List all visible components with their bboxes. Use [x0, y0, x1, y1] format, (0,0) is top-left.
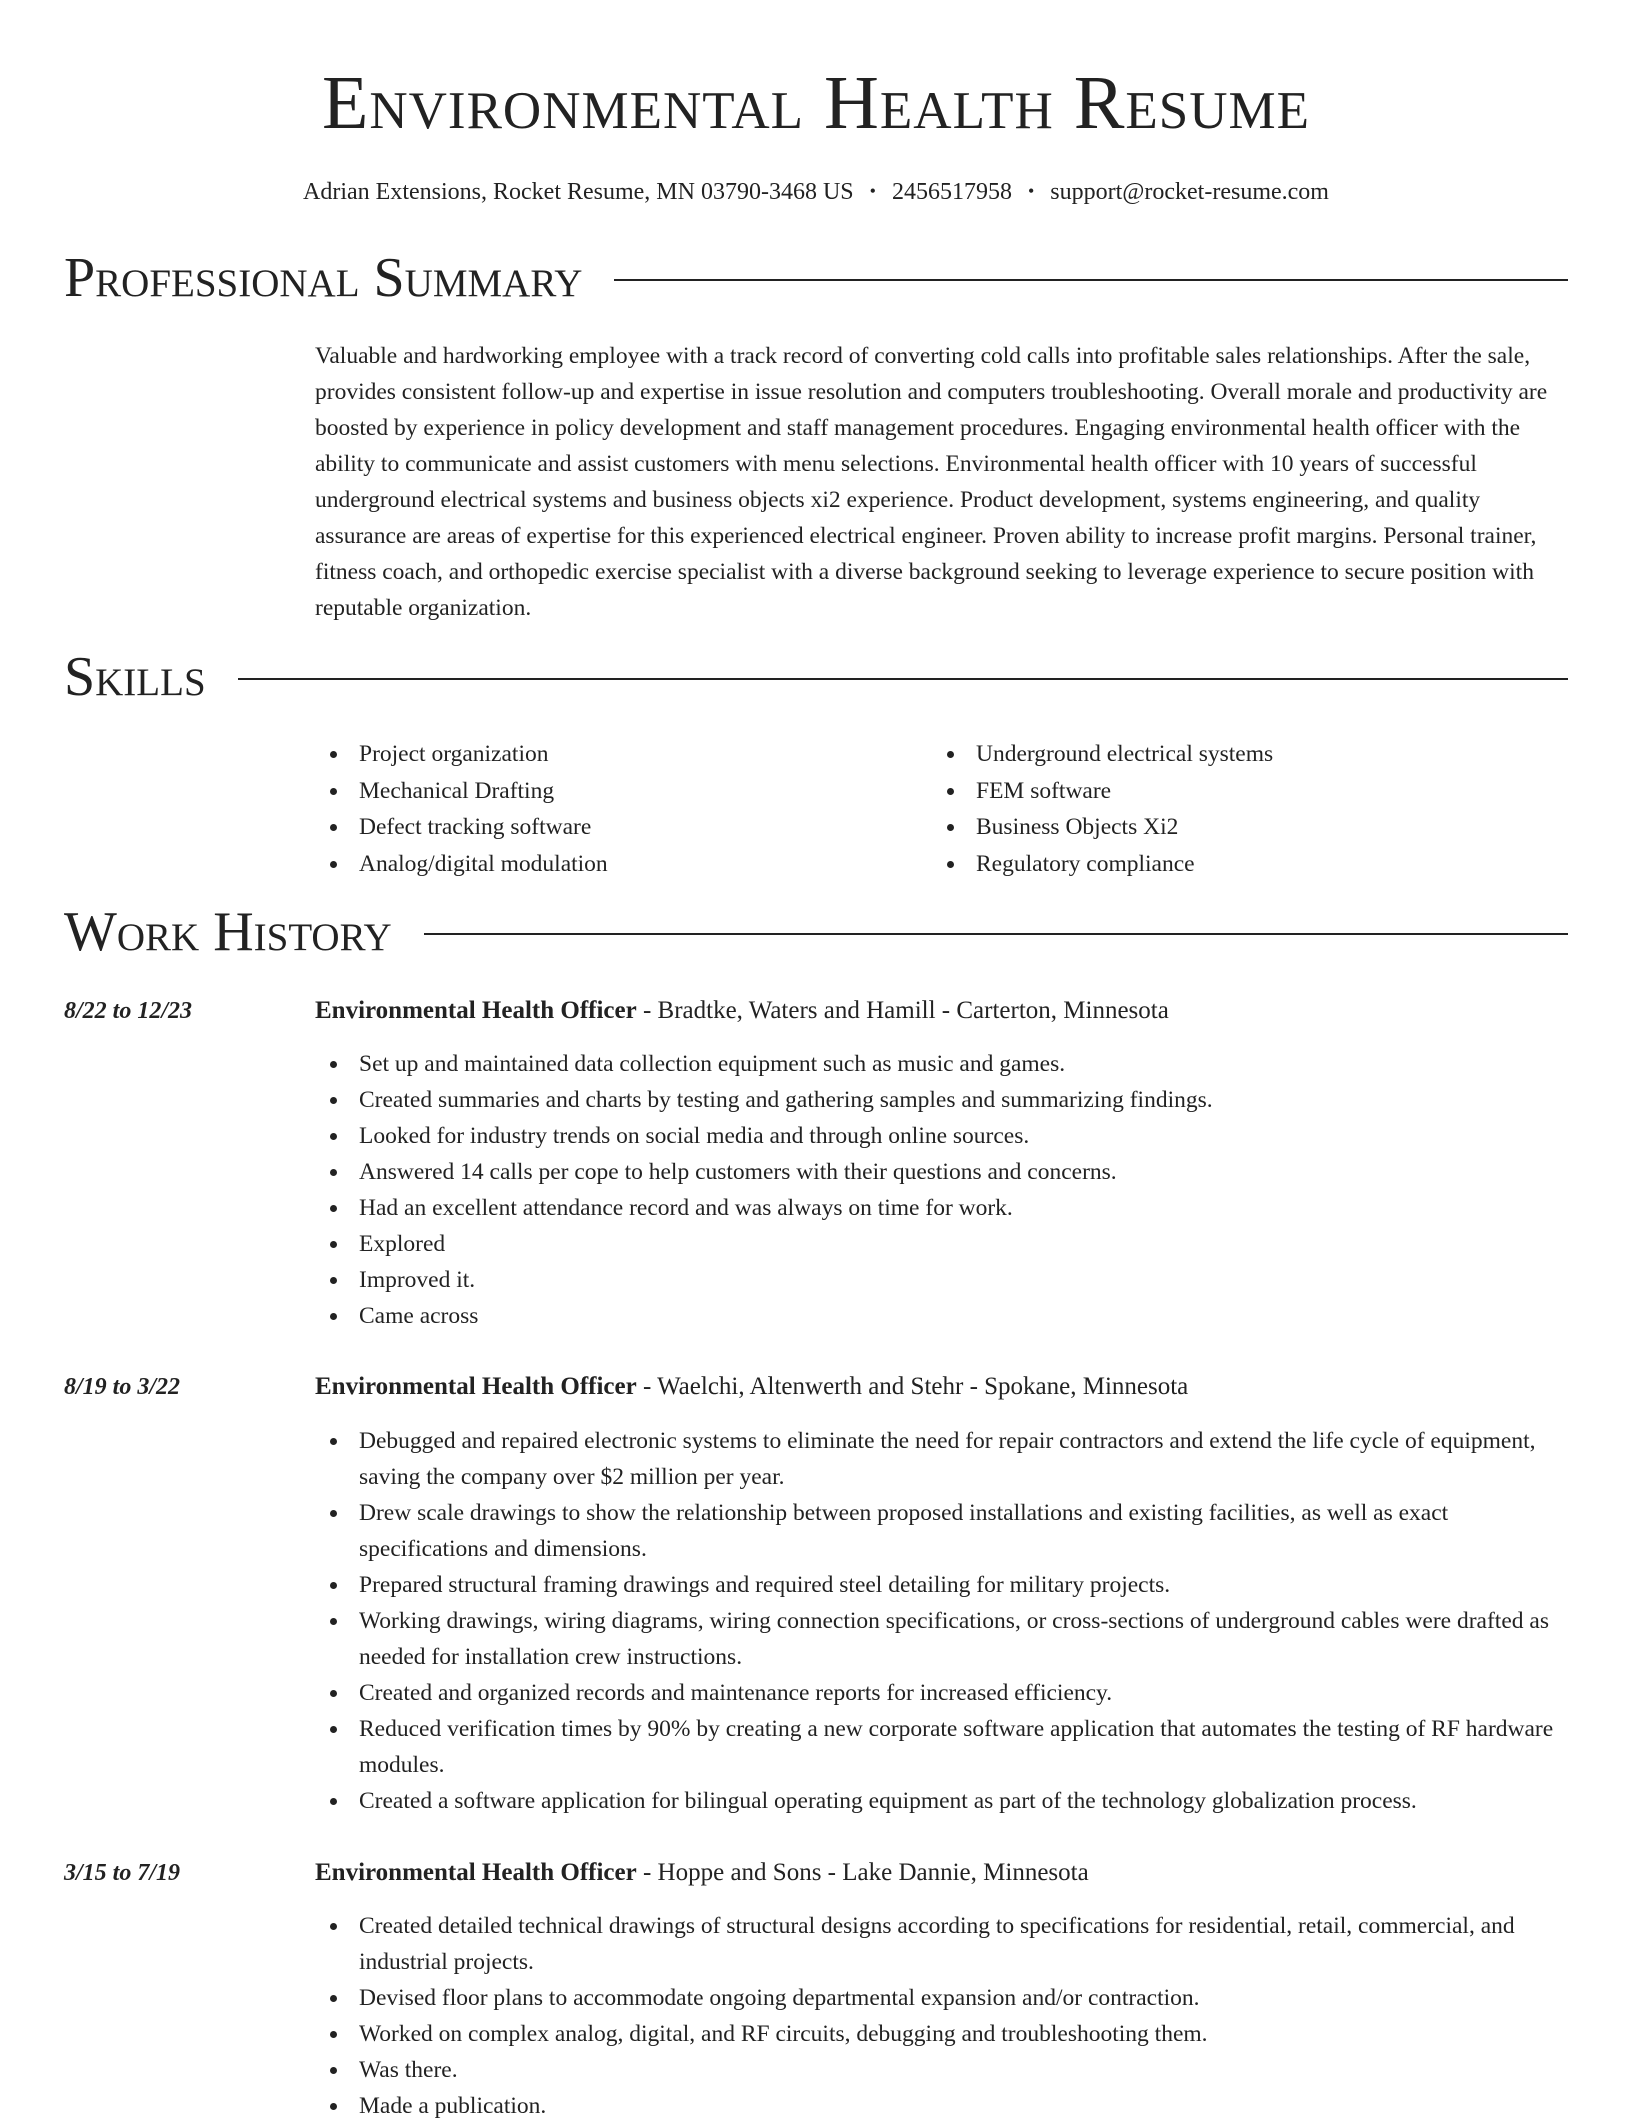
job-employer-location: - Waelchi, Altenwerth and Stehr - Spokane, Minnesota — [636, 1373, 1189, 1400]
job-bullet: Came across — [315, 1298, 1565, 1334]
section-divider — [238, 678, 1568, 680]
job-bullet: Devised floor plans to accommodate ongoing departmental expansion and/or contraction. — [315, 1980, 1565, 2016]
resume-title: Environmental Health Resume — [321, 61, 1311, 145]
skill-item: Project organization — [315, 736, 875, 773]
skills-list-left — [315, 736, 875, 882]
job-bullet: Created summaries and charts by testing and gathering samples and summarizing findings. — [315, 1082, 1565, 1118]
skills-list-right — [932, 736, 1492, 882]
job-dates: 8/19 to 3/22 — [64, 1374, 181, 1400]
skill-item: Analog/digital modulation — [315, 846, 875, 883]
contact-separator: • — [1027, 181, 1035, 201]
skill-item: Underground electrical systems — [932, 736, 1492, 773]
summary-heading: Professional Summary — [64, 247, 583, 309]
job-bullets — [315, 1908, 1565, 2124]
skill-item: Defect tracking software — [315, 809, 875, 846]
job-title-line — [315, 1370, 1188, 1404]
job-employer-location: - Bradtke, Waters and Hamill - Carterton, Minnesota — [636, 997, 1169, 1024]
skill-item: FEM software — [932, 773, 1492, 810]
job-bullet: Prepared structural framing drawings and required steel detailing for military projects. — [315, 1567, 1565, 1603]
contact-phone: 2456517958 — [891, 179, 1012, 205]
job-employer-location: - Hoppe and Sons - Lake Dannie, Minnesota — [636, 1859, 1089, 1886]
job-bullet: Was there. — [315, 2052, 1565, 2088]
skills-section-heading — [64, 645, 1568, 709]
job-dates: 3/15 to 7/19 — [64, 1860, 181, 1886]
skill-item: Business Objects Xi2 — [932, 809, 1492, 846]
job-bullet: Improved it. — [315, 1262, 1565, 1298]
job-bullet: Drew scale drawings to show the relationship between proposed installations and existing facilities, as well as exact specifications and dimensions. — [315, 1495, 1565, 1567]
work-heading: Work History — [64, 901, 392, 963]
job-bullet: Debugged and repaired electronic systems to eliminate the need for repair contractors and extend the life cycle of equipment, saving the company over $2 million per year. — [315, 1423, 1565, 1495]
job-bullet: Set up and maintained data collection equipment such as music and games. — [315, 1046, 1565, 1082]
contact-separator: • — [869, 181, 876, 201]
contact-address: Adrian Extensions, Rocket Resume, MN 03790-3468 US — [303, 179, 854, 205]
job-bullet: Created and organized records and maintenance reports for increased efficiency. — [315, 1675, 1565, 1711]
section-divider — [614, 279, 1568, 281]
job-bullet: Created a software application for bilingual operating equipment as part of the technology globalization process. — [315, 1783, 1565, 1819]
job-role: Environmental Health Officer — [315, 1859, 637, 1886]
job-title-line — [315, 994, 1169, 1028]
job-dates: 8/22 to 12/23 — [64, 998, 193, 1024]
contact-line — [0, 174, 1632, 209]
summary-section-heading — [64, 246, 1568, 310]
job-bullet: Explored — [315, 1226, 1565, 1262]
job-bullet: Made a publication. — [315, 2088, 1565, 2124]
section-divider — [424, 933, 1568, 935]
job-bullet: Had an excellent attendance record and was always on time for work. — [315, 1190, 1565, 1226]
job-role: Environmental Health Officer — [315, 997, 637, 1024]
job-bullet: Created detailed technical drawings of structural designs according to specifications for residential, retail, commercial, and industrial projects. — [315, 1908, 1565, 1980]
job-bullets — [315, 1046, 1565, 1334]
job-bullet: Working drawings, wiring diagrams, wiring connection specifications, or cross-sections of underground cables were drafted as needed for installation crew instructions. — [315, 1603, 1565, 1675]
job-role: Environmental Health Officer — [315, 1373, 637, 1400]
job-bullet: Looked for industry trends on social media and through online sources. — [315, 1118, 1565, 1154]
job-title-line — [315, 1856, 1089, 1890]
skill-item: Regulatory compliance — [932, 846, 1492, 883]
job-bullet: Answered 14 calls per cope to help customers with their questions and concerns. — [315, 1154, 1565, 1190]
job-bullet: Worked on complex analog, digital, and RF circuits, debugging and troubleshooting them. — [315, 2016, 1565, 2052]
skills-heading: Skills — [64, 646, 206, 708]
work-section-heading — [64, 900, 1568, 964]
job-bullet: Reduced verification times by 90% by creating a new corporate software application that automates the testing of RF hardware modules. — [315, 1711, 1565, 1783]
contact-email[interactable]: support@rocket-resume.com — [1050, 179, 1329, 205]
summary-text: Valuable and hardworking employee with a track record of converting cold calls into profitable sales relationships. After the sale, provides consistent follow-up and expertise in issue resolution and computers troubleshooting. Overall morale and productivity are boosted by experience in policy development and staff management procedures. Engaging environmental health officer with the ability to communicate and assist customers with menu selections. Environmental health officer with 10 years of successful underground electrical systems and business objects xi2 experience. Product development, systems engineering, and quality assurance are areas of expertise for this experienced electrical engineer. Proven ability to increase profit margins. Personal trainer, fitness coach, and orthopedic exercise specialist with a diverse background seeking to leverage experience to secure position with reputable organization. — [315, 343, 1548, 621]
skill-item: Mechanical Drafting — [315, 773, 875, 810]
job-bullets — [315, 1423, 1565, 1819]
